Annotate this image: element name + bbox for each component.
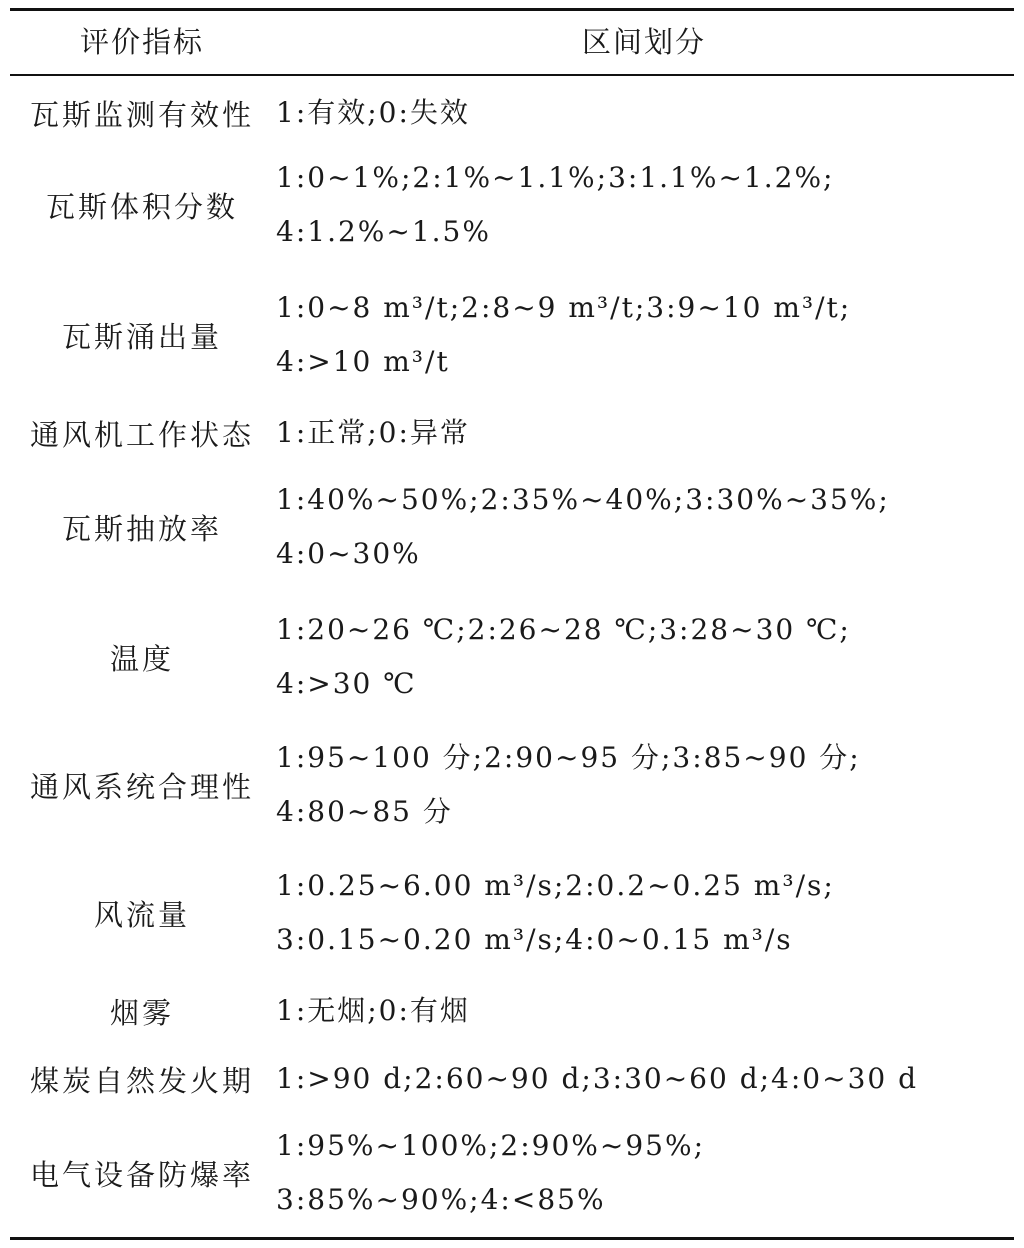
interval-line: 1:>90 d;2:60~90 d;3:30~60 d;4:0~30 d bbox=[276, 1062, 919, 1095]
interval-line: 4:0~30% bbox=[276, 537, 421, 570]
interval-cell bbox=[276, 980, 1012, 1042]
interval-line: 4:>10 m³/t bbox=[276, 345, 450, 378]
interval-line: 3:85%~90%;4:<85% bbox=[276, 1183, 606, 1216]
table-row bbox=[10, 980, 1014, 1042]
interval-cell bbox=[276, 1118, 1012, 1228]
interval-line: 1:无烟;0:有烟 bbox=[276, 994, 470, 1027]
table-row bbox=[10, 730, 1014, 840]
indicator-cell: 瓦斯体积分数 bbox=[45, 189, 238, 224]
interval-line: 1:95%~100%;2:90%~95%; bbox=[276, 1129, 706, 1162]
interval-line: 1:40%~50%;2:35%~40%;3:30%~35%; bbox=[276, 483, 890, 516]
table-row bbox=[10, 858, 1014, 968]
interval-line: 1:0.25~6.00 m³/s;2:0.2~0.25 m³/s; bbox=[276, 869, 835, 902]
interval-line: 1:20~26 ℃;2:26~28 ℃;3:28~30 ℃; bbox=[276, 613, 851, 646]
interval-line: 1:有效;0:失效 bbox=[276, 96, 470, 129]
table-top-rule bbox=[10, 8, 1014, 11]
interval-line: 4:>30 ℃ bbox=[276, 667, 417, 700]
interval-line: 4:1.2%~1.5% bbox=[276, 215, 491, 248]
header-interval: 区间划分 bbox=[581, 25, 706, 59]
interval-line: 1:0~8 m³/t;2:8~9 m³/t;3:9~10 m³/t; bbox=[276, 291, 852, 324]
table-row bbox=[10, 472, 1014, 582]
indicator-cell: 风流量 bbox=[93, 897, 190, 932]
indicator-cell: 瓦斯监测有效性 bbox=[29, 97, 254, 132]
interval-cell bbox=[276, 472, 1012, 582]
table-row bbox=[10, 82, 1014, 144]
interval-cell bbox=[276, 402, 1012, 464]
indicator-cell: 通风机工作状态 bbox=[29, 417, 254, 452]
indicator-cell: 电气设备防爆率 bbox=[29, 1157, 254, 1192]
table-row bbox=[10, 402, 1014, 464]
interval-line: 1:正常;0:异常 bbox=[276, 416, 470, 449]
interval-cell bbox=[276, 280, 1012, 390]
indicator-cell: 温度 bbox=[109, 641, 174, 676]
interval-line: 3:0.15~0.20 m³/s;4:0~0.15 m³/s bbox=[276, 923, 793, 956]
evaluation-table bbox=[10, 8, 1014, 1240]
table-header-rule bbox=[10, 74, 1014, 76]
table-bottom-rule bbox=[10, 1237, 1014, 1240]
interval-cell bbox=[276, 730, 1012, 840]
indicator-cell: 通风系统合理性 bbox=[29, 769, 254, 804]
indicator-cell: 瓦斯抽放率 bbox=[61, 511, 222, 546]
interval-line: 1:95~100 分;2:90~95 分;3:85~90 分; bbox=[276, 741, 861, 774]
indicator-cell: 瓦斯涌出量 bbox=[61, 319, 222, 354]
interval-line: 4:80~85 分 bbox=[276, 795, 453, 828]
interval-cell bbox=[276, 1048, 1012, 1110]
header-indicator: 评价指标 bbox=[79, 25, 204, 59]
table-row bbox=[10, 150, 1014, 260]
table-row bbox=[10, 280, 1014, 390]
interval-cell bbox=[276, 150, 1012, 260]
interval-cell bbox=[276, 602, 1012, 712]
table-row bbox=[10, 1048, 1014, 1110]
table-row bbox=[10, 1118, 1014, 1228]
indicator-cell: 煤炭自然发火期 bbox=[29, 1063, 254, 1098]
interval-cell bbox=[276, 82, 1012, 144]
interval-line: 1:0~1%;2:1%~1.1%;3:1.1%~1.2%; bbox=[276, 161, 835, 194]
indicator-cell: 烟雾 bbox=[109, 995, 174, 1030]
table-row bbox=[10, 602, 1014, 712]
interval-cell bbox=[276, 858, 1012, 968]
